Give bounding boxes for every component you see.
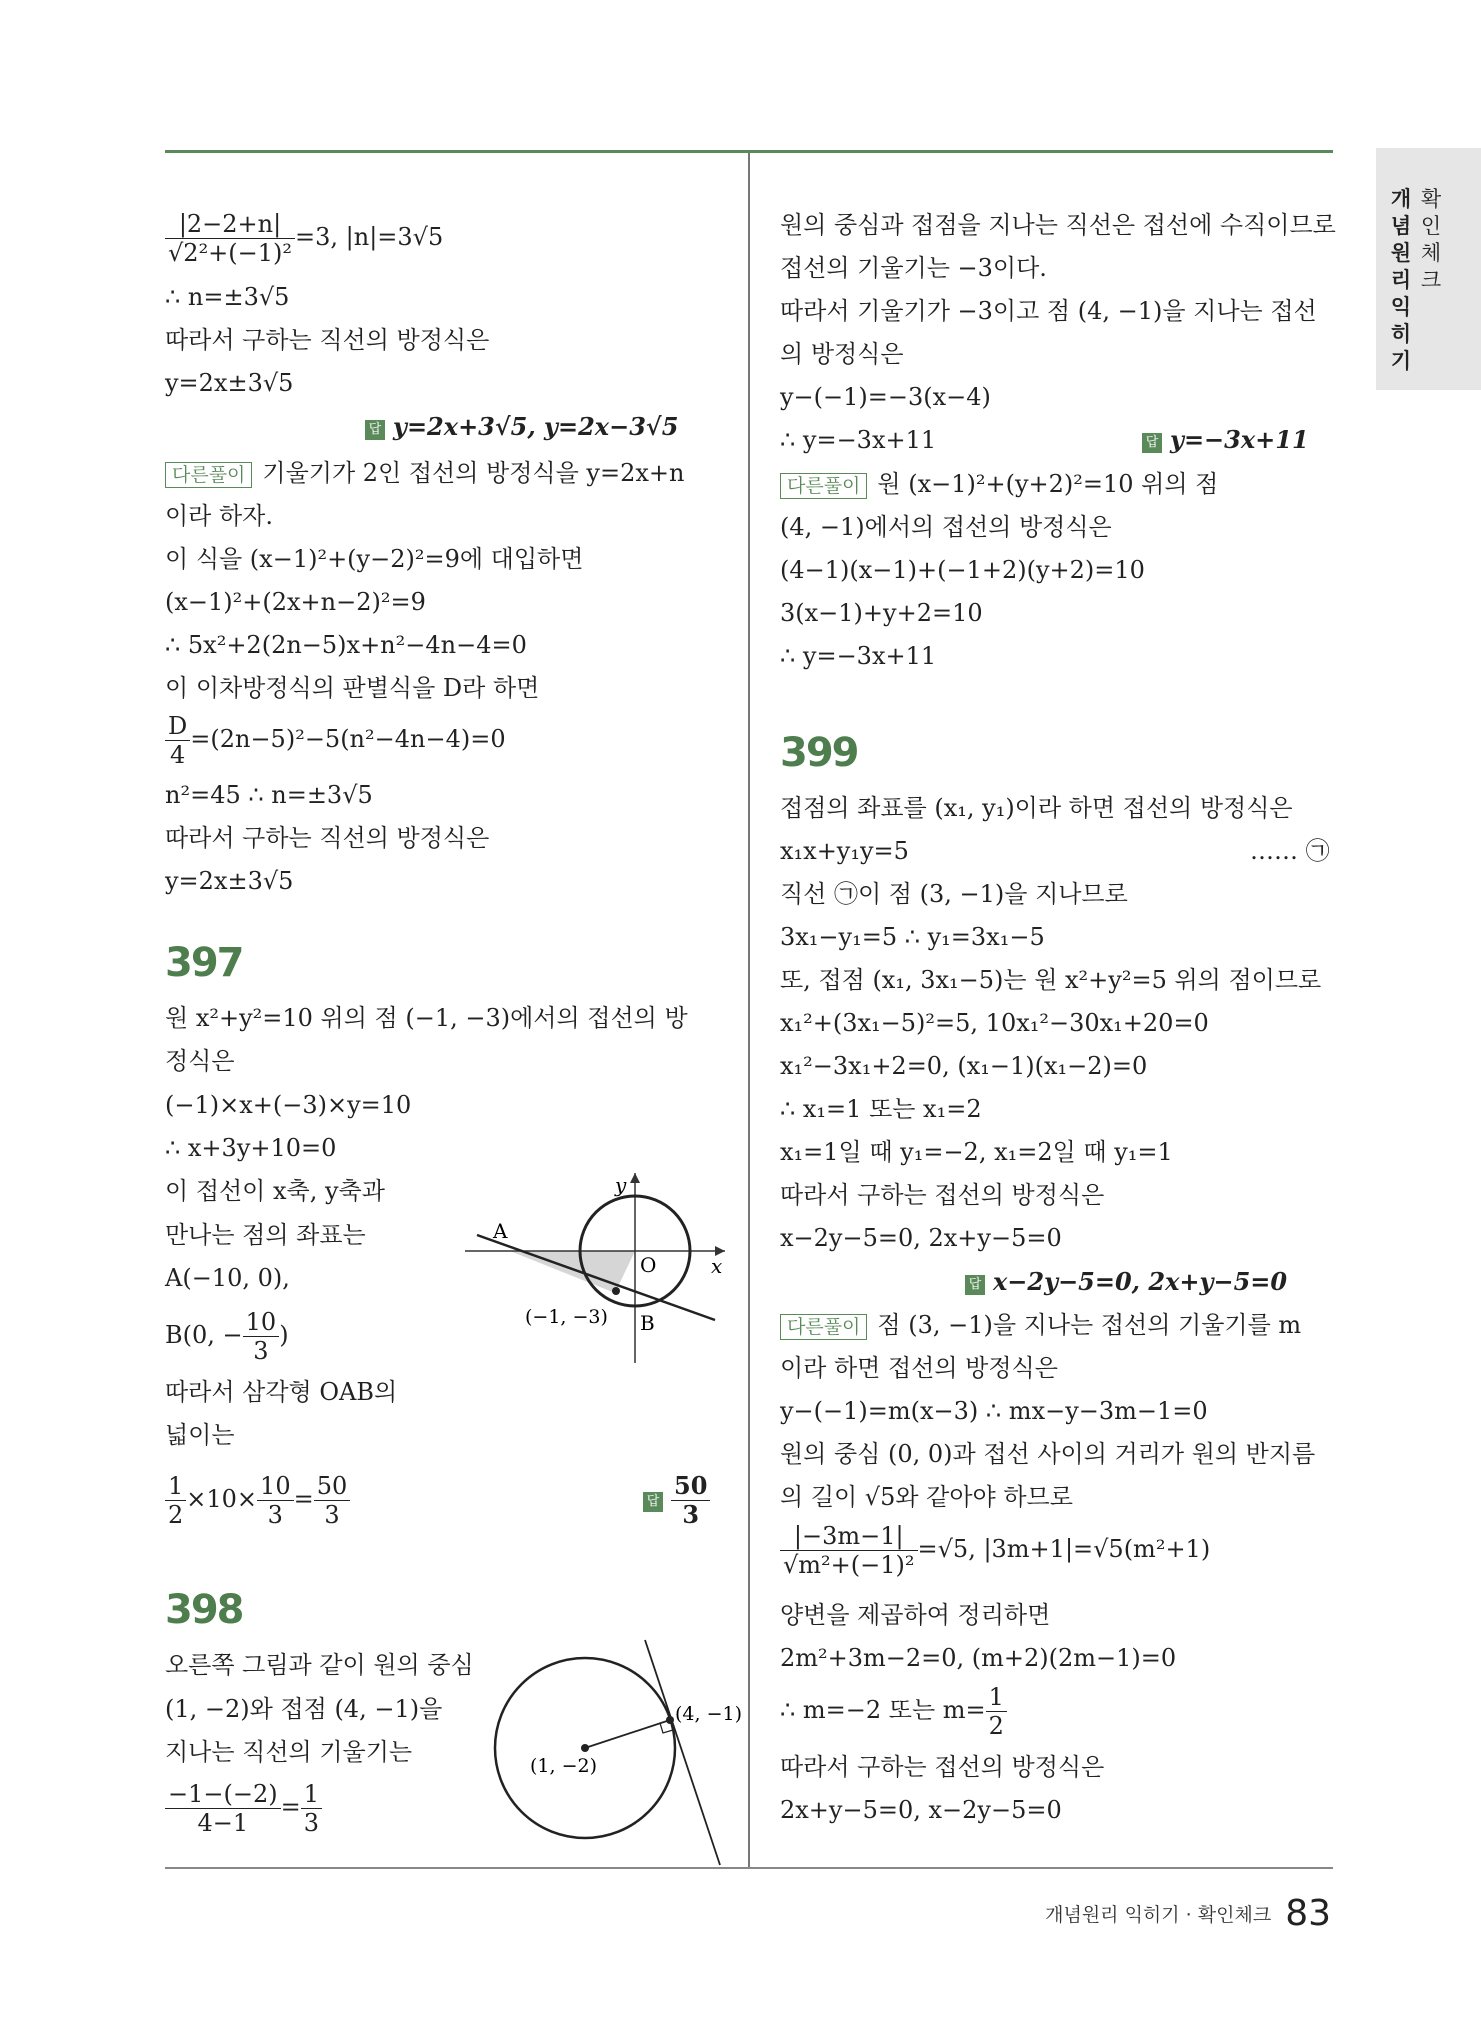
- eq-discriminant: $\frac{D}{4}$ =(2n−5)²−5(n²−4n−4)=0: [165, 712, 506, 769]
- text-line: 따라서 기울기가 −3이고 점 (4, −1)을 지나는 접선: [780, 297, 1317, 325]
- bottom-rule: [165, 1867, 1333, 1869]
- equation-tag: …… ㉠: [1250, 837, 1330, 865]
- problem-number-399: 399: [780, 730, 858, 776]
- text-line: 3x₁−y₁=5 ∴ y₁=3x₁−5: [780, 923, 1045, 951]
- svg-text:(1, −2): (1, −2): [530, 1755, 598, 1777]
- side-tab: [1376, 148, 1481, 390]
- side-tab-col1: 확 인 체 크: [1420, 187, 1442, 292]
- column-divider: [748, 153, 750, 1867]
- text-line: ∴ y=−3x+11: [780, 642, 937, 670]
- text-line: 따라서 구하는 직선의 방정식은: [165, 326, 490, 354]
- text-line: 이 이차방정식의 판별식을 D라 하면: [165, 674, 540, 702]
- text-line: 이 식을 (x−1)²+(y−2)²=9에 대입하면: [165, 545, 584, 573]
- y-arrow-icon: [630, 1173, 640, 1183]
- text-line: (4−1)(x−1)+(−1+2)(y+2)=10: [780, 556, 1145, 584]
- svg-text:x: x: [711, 1254, 723, 1278]
- eq-area: $\frac{1}{2}$ ×10× $\frac{10}{3}$ = $\frac{50}{3}$: [165, 1472, 350, 1529]
- alt-solution-badge: 다른풀이: [165, 462, 252, 488]
- text-line: (1, −2)와 접점 (4, −1)을: [165, 1695, 443, 1723]
- text-line: ∴ n=±3√5: [165, 283, 290, 311]
- text-line: 따라서 삼각형 OAB의: [165, 1378, 398, 1406]
- shaded-triangle: [510, 1251, 635, 1293]
- text-line: 2x+y−5=0, x−2y−5=0: [780, 1796, 1062, 1824]
- eq-m-solution: ∴ m=−2 또는 m= $\frac{1}{2}$: [780, 1683, 1007, 1740]
- svg-text:y: y: [615, 1173, 627, 1197]
- text-line: 지나는 직선의 기울기는: [165, 1738, 413, 1766]
- text-line: y=2x±3√5: [165, 867, 294, 895]
- text-line: 넓이는: [165, 1421, 235, 1449]
- tangent-point: [666, 1716, 674, 1724]
- text-line: ∴ y=−3x+11: [780, 426, 937, 454]
- text-line: ∴ x+3y+10=0: [165, 1134, 337, 1162]
- answer-icon: 답: [365, 420, 385, 440]
- text-line: (−1)×x+(−3)×y=10: [165, 1091, 412, 1119]
- answer-397: 답 $\frac{50}{3}$: [643, 1472, 710, 1529]
- text-line: y=2x±3√5: [165, 369, 294, 397]
- answer-399: 답 x−2y−5=0, 2x+y−5=0: [965, 1267, 1287, 1297]
- text-line: x₁x+y₁y=5: [780, 837, 909, 865]
- text-line: 따라서 구하는 직선의 방정식은: [165, 824, 490, 852]
- text-line: 원의 중심 (0, 0)과 접선 사이의 거리가 원의 반지름: [780, 1440, 1316, 1468]
- text-line: x−2y−5=0, 2x+y−5=0: [780, 1224, 1062, 1252]
- answer-398: 답 y=−3x+11: [1142, 425, 1309, 455]
- text-line: 따라서 구하는 접선의 방정식은: [780, 1753, 1105, 1781]
- text-line: x₁²−3x₁+2=0, (x₁−1)(x₁−2)=0: [780, 1052, 1148, 1080]
- svg-text:O: O: [640, 1253, 657, 1277]
- text-line: y−(−1)=−3(x−4): [780, 383, 991, 411]
- page-number: 83: [1285, 1893, 1331, 1934]
- svg-text:(4, −1): (4, −1): [675, 1703, 743, 1725]
- answer-icon: 답: [643, 1492, 663, 1512]
- eq-distance-m: $\frac{|-3m-1|}{\text{√m²+(−1)²}}$ =√5, |3m+1|=√5(m²+1): [780, 1522, 1210, 1579]
- text-line: 이라 하면 접선의 방정식은: [780, 1354, 1058, 1382]
- text-line: ∴ x₁=1 또는 x₁=2: [780, 1095, 982, 1123]
- answer-396: 답 y=2x+3√5, y=2x−3√5: [365, 412, 678, 442]
- text-line: 또, 접점 (x₁, 3x₁−5)는 원 x²+y²=5 위의 점이므로: [780, 966, 1322, 994]
- text-line: x₁²+(3x₁−5)²=5, 10x₁²−30x₁+20=0: [780, 1009, 1209, 1037]
- footer-label: 개념원리 익히기 · 확인체크: [1045, 1904, 1272, 1926]
- text-line: 원의 중심과 접점을 지나는 직선은 접선에 수직이므로: [780, 211, 1336, 239]
- text-line: A(−10, 0),: [165, 1264, 290, 1292]
- text-line: 정식은: [165, 1047, 235, 1075]
- text-line: 따라서 구하는 접선의 방정식은: [780, 1181, 1105, 1209]
- figure-398: [495, 1640, 743, 1870]
- text-line: 양변을 제곱하여 정리하면: [780, 1601, 1051, 1629]
- eq-distance: $\frac{|2-2+n|}{\text{√2²+(−1)²}}$ =3, |n|=3√5: [165, 210, 443, 267]
- radius-line: [585, 1720, 670, 1748]
- answer-icon: 답: [965, 1275, 985, 1295]
- text-line: 이라 하자.: [165, 502, 273, 530]
- text-line: y−(−1)=m(x−3) ∴ mx−y−3m−1=0: [780, 1397, 1208, 1425]
- text-line: (4, −1)에서의 접선의 방정식은: [780, 513, 1112, 541]
- tangent-point: [612, 1287, 620, 1295]
- problem-number-398: 398: [165, 1587, 243, 1633]
- tangent-line: [645, 1640, 720, 1865]
- side-tab-col2: 개 념 원 리 익 히 기: [1390, 187, 1412, 373]
- answer-icon: 답: [1142, 433, 1162, 453]
- problem-number-397: 397: [165, 940, 243, 986]
- page-footer: [1045, 1893, 1331, 1934]
- alt-solution-line: 다른풀이 기울기가 2인 접선의 방정식을 y=2x+n: [165, 458, 684, 488]
- text-line: 직선 ㉠이 점 (3, −1)을 지나므로: [780, 880, 1128, 908]
- text-line: 3(x−1)+y+2=10: [780, 599, 983, 627]
- alt-solution-line: 다른풀이 점 (3, −1)을 지나는 접선의 기울기를 m: [780, 1310, 1301, 1340]
- text-line: 의 방정식은: [780, 340, 904, 368]
- text-line: ∴ 5x²+2(2n−5)x+n²−4n−4=0: [165, 631, 527, 659]
- text-line: 오른쪽 그림과 같이 원의 중심: [165, 1651, 474, 1679]
- text-line: 원 x²+y²=10 위의 점 (−1, −3)에서의 접선의 방: [165, 1004, 688, 1032]
- text-line: 이 접선이 x축, y축과: [165, 1177, 385, 1205]
- svg-text:(−1, −3): (−1, −3): [525, 1306, 608, 1328]
- text-line: x₁=1일 때 y₁=−2, x₁=2일 때 y₁=1: [780, 1138, 1173, 1166]
- alt-solution-line: 다른풀이 원 (x−1)²+(y+2)²=10 위의 점: [780, 469, 1218, 499]
- text-line: 만나는 점의 좌표는: [165, 1221, 366, 1249]
- text-line: 접점의 좌표를 (x₁, y₁)이라 하면 접선의 방정식은: [780, 794, 1293, 822]
- text-line: (x−1)²+(2x+n−2)²=9: [165, 588, 426, 616]
- figure-397: [435, 1168, 735, 1380]
- text-line: 의 길이 √5와 같아야 하므로: [780, 1483, 1073, 1511]
- text-line: 2m²+3m−2=0, (m+2)(2m−1)=0: [780, 1644, 1177, 1672]
- eq-slope: $\frac{-1-(-2)}{4-1}$ = $\frac{1}{3}$: [165, 1780, 322, 1837]
- center-point: [581, 1744, 589, 1752]
- alt-solution-badge: 다른풀이: [780, 473, 867, 499]
- alt-solution-badge: 다른풀이: [780, 1314, 867, 1340]
- text-line: n²=45 ∴ n=±3√5: [165, 781, 373, 809]
- point-b: B(0, − $\frac{10}{3}$ ): [165, 1308, 289, 1365]
- svg-text:A: A: [493, 1219, 508, 1243]
- svg-text:B: B: [640, 1311, 655, 1335]
- text-line: 접선의 기울기는 −3이다.: [780, 254, 1047, 282]
